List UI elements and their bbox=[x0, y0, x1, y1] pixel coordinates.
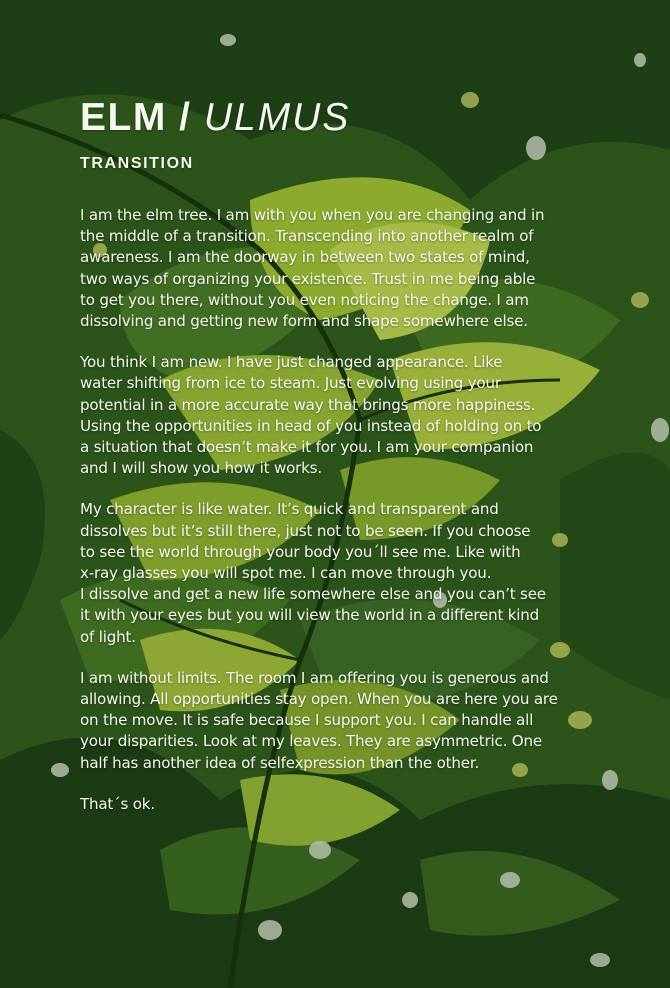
text-line: dissolves but it’s still there, just not to be seen. If you choose bbox=[80, 521, 531, 540]
text-line: That´s ok. bbox=[80, 794, 155, 813]
text-line: it with your eyes but you will view the world in a different kind bbox=[80, 606, 540, 625]
text-line: I am without limits. The room I am offering you is generous and bbox=[80, 668, 549, 687]
text-line: water shifting from ice to steam. Just evolving using your bbox=[80, 374, 501, 393]
paragraph-2 bbox=[80, 352, 640, 479]
text-line: My character is like water. It’s quick and transparent and bbox=[80, 500, 499, 519]
page-subtitle: TRANSITION bbox=[80, 155, 194, 172]
paragraph-4 bbox=[80, 668, 640, 774]
text-line: awareness. I am the doorway in between two states of mind, bbox=[80, 248, 530, 267]
text-line: on the move. It is safe because I support you. I can handle all bbox=[80, 711, 534, 730]
text-line: two ways of organizing your existence. Trust in me being able bbox=[80, 269, 536, 288]
text-line: to see the world through your body you´ll see me. Like with bbox=[80, 542, 521, 561]
title-latin-name: ULMUS bbox=[203, 96, 351, 139]
text-line: You think I am new. I have just changed appearance. Like bbox=[80, 353, 503, 372]
text-line: dissolving and getting new form and shape somewhere else. bbox=[80, 312, 528, 331]
text-line: Using the opportunities in head of you instead of holding on to bbox=[80, 416, 542, 435]
text-line: I am the elm tree. I am with you when you are changing and in bbox=[80, 206, 545, 224]
text-line: potential in a more accurate way that brings more happiness. bbox=[80, 395, 536, 414]
paragraph-1 bbox=[80, 205, 640, 332]
text-line: and I will show you how it works. bbox=[80, 459, 322, 478]
text-line: your disparities. Look at my leaves. They are asymmetric. One bbox=[80, 732, 542, 751]
text-line: half has another idea of selfexpression than the other. bbox=[80, 753, 480, 772]
text-line: the middle of a transition. Transcending into another realm of bbox=[80, 227, 534, 246]
text-line: allowing. All opportunities stay open. When you are here you are bbox=[80, 690, 558, 709]
paragraph-3 bbox=[80, 499, 640, 647]
text-line: to get you there, without you even noticing the change. I am bbox=[80, 290, 529, 309]
text-line: a situation that doesn’t make it for you. I am your companion bbox=[80, 438, 534, 457]
body-text bbox=[80, 205, 640, 815]
title-common-name: ELM / bbox=[80, 96, 192, 139]
paragraph-5 bbox=[80, 794, 640, 815]
text-content bbox=[80, 96, 640, 835]
page-title bbox=[80, 96, 640, 140]
text-line: x-ray glasses you will spot me. I can move through you. bbox=[80, 564, 492, 583]
text-line: of light. bbox=[80, 627, 136, 646]
text-line: I dissolve and get a new life somewhere else and you can’t see bbox=[80, 585, 546, 604]
